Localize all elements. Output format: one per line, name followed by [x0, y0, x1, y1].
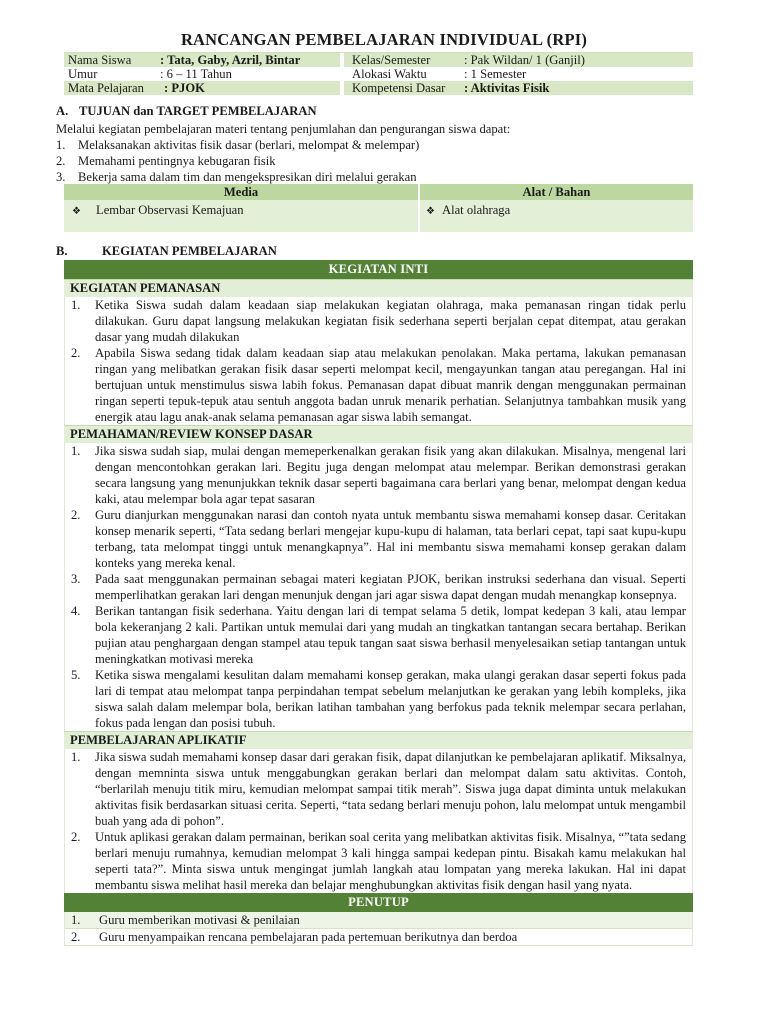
alokasi-value: : 1 Semester — [464, 67, 527, 81]
diamond-bullet-icon: ❖ — [426, 206, 435, 217]
alat-item: Alat olahraga — [442, 203, 511, 217]
info-row-umur — [64, 67, 693, 81]
pemanasan-list — [64, 297, 693, 425]
media-table-header — [64, 184, 693, 200]
penutup-header: PENUTUP — [64, 893, 693, 912]
list-item: 2. Apabila Siswa sedang tidak dalam keadaan siap atau melakukan penolakan. Maka pertama, lakukan pemanasan ringan yang melibatkan gerakan fisik dasar seperti melompat kecil, mengayunkan tangan atau peregangan. Hal ini bertujuan untuk menstimulus siswa labih fokus. Pemanasan dapat dibuat manrik dengan menggunakan permainan ringan seperti tepuk-tepuk atau sentuh anggota badan unruk menarik perhatian. Selanjutnya tambahkan musik yang energik atau lagu anak-anak selama pemanasan agar siswa labih semangat. — [71, 346, 686, 424]
list-item: 1. Melaksanakan aktivitas fisik dasar (berlari, melompat & melempar) — [56, 138, 420, 152]
mapel-label: Mata Pelajaran — [68, 81, 144, 95]
list-item: 3. Bekerja sama dalam tim dan mengekspresikan diri melalui gerakan — [56, 170, 417, 184]
student-info-table — [64, 52, 693, 95]
aplikatif-header: PEMBELAJARAN APLIKATIF — [64, 731, 693, 749]
media-header: Media — [64, 184, 420, 200]
media-table-body — [64, 200, 693, 232]
list-item: 2. Untuk aplikasi gerakan dalam permainan, berikan soal cerita yang melibatkan aktivitas fisik. Misalnya, “”tata sedang berlari menuju rumahnya, kemudian melompat 3 kali hingga sampai kedepan pintu. Bisakah kamu melakukan hal seperti tata?”. Minta siswa untuk mengingat jumlah langkah atau lompatan yang mereka lakukan. Hal ini dapat membantu siswa melihat hasil mereka dan belajar menghubungkan aktivitas fisik dengan hasil yang nyata. — [71, 830, 686, 892]
section-a-label: A. — [56, 104, 69, 118]
kegiatan-inti-header: KEGIATAN INTI — [64, 260, 693, 279]
section-b-title: KEGIATAN PEMBELAJARAN — [102, 244, 277, 258]
alat-header: Alat / Bahan — [522, 185, 591, 199]
list-item: 2. Guru menyampaikan rencana pembelajaran pada pertemuan berikutnya dan berdoa — [65, 929, 692, 946]
list-item: 1. Jika siswa sudah memahami konsep dasar dari gerakan fisik, dapat dilanjutkan ke pembelajaran aplikatif. Miksalnya, dengan memninta siswa untuk menggabungkan gerakan berlari dan melompat dalam satu aktivitas. Contoh, “berlarilah menuju titik miru, kemudian melompat sampai titik merah”. Siswa juga dapat diminta untuk melakukan aktivitas fisik berdasarkan situasi cerita. Seperti, “tata sedang berlari menuju pohon, lalu melompat untuk mengambil buah yang ada di pohon”. — [71, 750, 686, 828]
penutup-list — [64, 912, 693, 946]
list-item: 5. Ketika siswa mengalami kesulitan dalam memahami konsep gerakan, maka ulangi gerakan dasar seperti fokus pada lari di tempat atau melompat tanpa perpindahan tempat sebelum melanjutkan ke gerakan yang lebih kompleks, jika siswa salah dalam melempar bola, berikan latihan tambahan yang berfokus pada teknik melempar secara perlahan, fokus pada lengan dan posisi tubuh. — [71, 668, 686, 730]
list-item: 1. Jika siswa sudah siap, mulai dengan memeperkenalkan gerakan fisik yang akan dilakukan. Misalnya, mengenal lari dengan mencontohkan gerakan lari. Begitu juga dengan melompat atau melempar. Berikan demonstrasi gerakan secara langsung yang menunjukkan teknik dasar seperti bagaimana cara berlari yang benar, melompat dengan kedua kaki, atau melempar bola agar tepat sasaran — [71, 444, 686, 506]
section-a-title: TUJUAN dan TARGET PEMBELAJARAN — [79, 104, 317, 118]
pemanasan-header: KEGIATAN PEMANASAN — [64, 279, 693, 297]
umur-value: : 6 – 11 Tahun — [160, 67, 232, 81]
kelas-label: Kelas/Semester — [352, 53, 431, 67]
alokasi-label: Alokasi Waktu — [352, 67, 427, 81]
section-b-heading — [56, 244, 277, 259]
section-a-heading — [56, 104, 317, 119]
nama-siswa-value: : Tata, Gaby, Azril, Bintar — [160, 53, 301, 67]
nama-siswa-label: Nama Siswa — [68, 53, 132, 67]
pemahaman-list — [64, 443, 693, 731]
mapel-value: : PJOK — [164, 81, 205, 95]
section-b-label: B. — [56, 244, 68, 258]
goals-list — [56, 137, 419, 185]
kompetensi-label: Kompetensi Dasar — [352, 81, 446, 95]
kelas-value: : Pak Wildan/ 1 (Ganjil) — [464, 53, 585, 67]
aplikatif-list — [64, 749, 693, 893]
document-title: RANCANGAN PEMBELAJARAN INDIVIDUAL (RPI) — [180, 30, 588, 49]
pemahaman-header: PEMAHAMAN/REVIEW KONSEP DASAR — [64, 425, 693, 443]
info-row-nama — [64, 52, 693, 67]
list-item: 2. Guru dianjurkan menggunakan narasi dan contoh nyata untuk membantu siswa memahami konsep dasar. Ceritakan konsep menarik seperti, “Tata sedang berlari mengejar kupu-kupu di halaman, tata berlari cepat, tapi saat kupu-kupu terbang, tata melompat tinggi untuk menangkapnya”. Hal ini membantu siswa memahami konsep gerakan dalam konteks yang mereka kenal. — [71, 508, 686, 570]
info-row-mapel — [64, 81, 693, 95]
list-item: 1. Ketika Siswa sudah dalam keadaan siap melakukan kegiatan olahraga, maka pemanasan ringan tidak perlu dilakukan. Guru dapat langsung melakukan kegiatan fisik sederhana seperti berjalan cepat ditempat, atau gerakan dasar yang mudah dilakukan — [71, 298, 686, 344]
list-item: 3. Pada saat menggunakan permainan sebagai materi kegiatan PJOK, berikan instruksi sederhana dan visual. Seperti memperlihatkan gerakan lari dengan menunjuk dengan jari agar siswa dapat dengan mudah menangkap konsepnya. — [71, 572, 686, 602]
list-item: 2. Memahami pentingnya kebugaran fisik — [56, 154, 276, 168]
list-item: 4. Berikan tantangan fisik sederhana. Yaitu dengan lari di tempat selama 5 detik, lompat kedepan 3 kali, atau lempar bola kekeranjang 2 kali. Partikan untuk memulai dari yang mudah an tingkatkan tantangan secara bertahap. Berikan pujian atau penghargaan dengan stampel atau tepuk tangan saat siswa berhasil menyelesaikan setiap tantangan untuk meningkatkan motivasi mereka — [71, 604, 686, 666]
media-item: Lembar Observasi Kemajuan — [96, 203, 244, 217]
section-a-intro: Melalui kegiatan pembelajaran materi tentang penjumlahan dan pengurangan siswa dapat: — [56, 122, 511, 136]
diamond-bullet-icon: ❖ — [72, 206, 81, 217]
kompetensi-value: : Aktivitas Fisik — [464, 81, 550, 95]
umur-label: Umur — [68, 67, 98, 81]
activities-table — [64, 260, 693, 946]
media-table — [64, 184, 693, 232]
list-item: 1. Guru memberikan motivasi & penilaian — [65, 912, 692, 929]
